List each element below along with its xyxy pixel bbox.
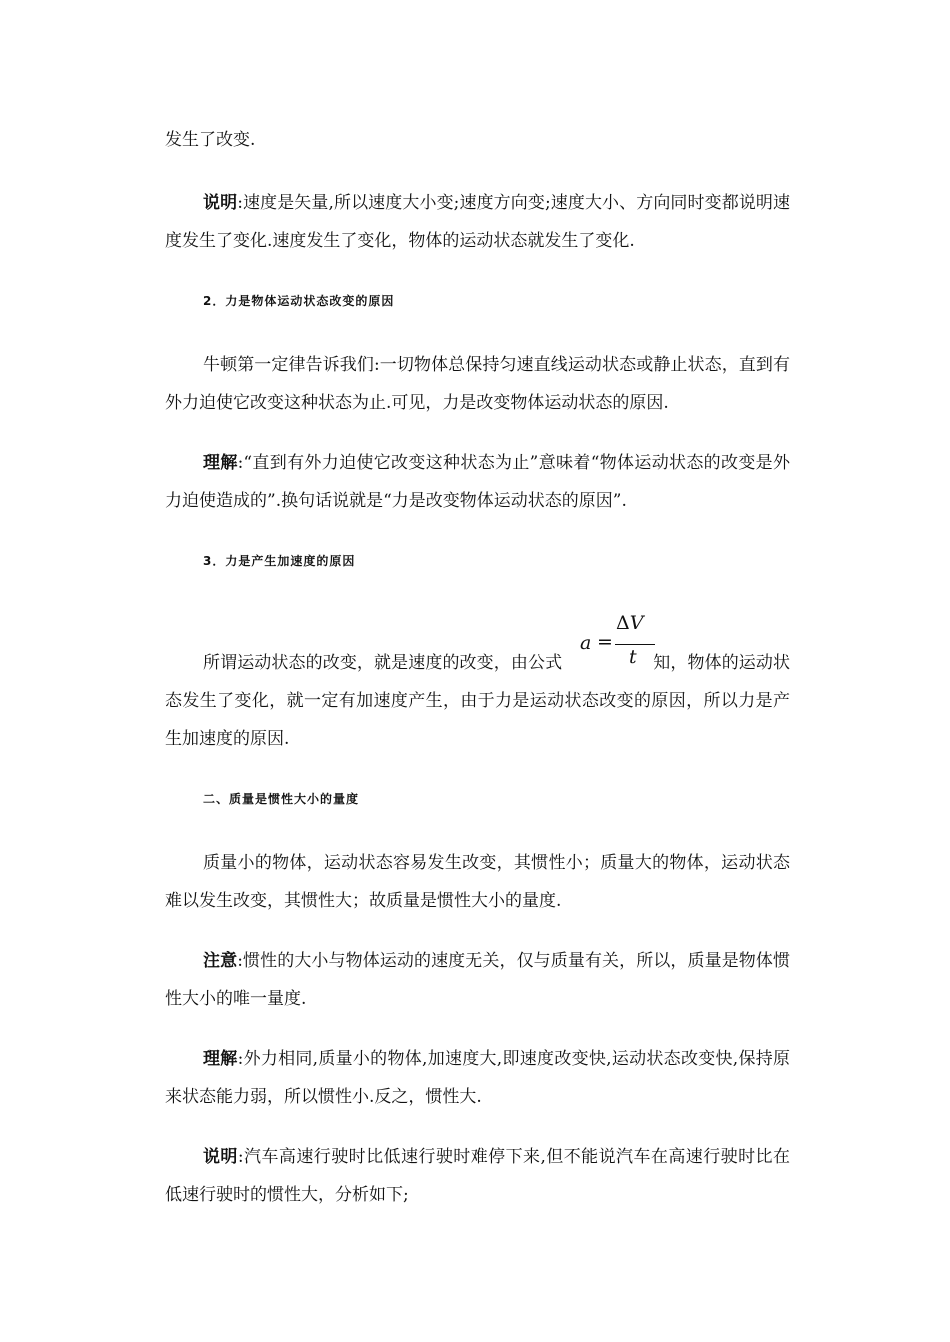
formula-delta: Δ [616,612,630,634]
paragraph-text: :速度是矢量,所以速度大小变;速度方向变;速度大小、方向同时变都说明速度发生了变化.速度发生了变化，物体的运动状态就发生了变化. [165,193,791,251]
paragraph-text: 知，物体的运动状态发生了变化，就一定有加速度产生，由于力是运动状态改变的原因，所以力是产生加速度的原因. [165,653,790,749]
formula-denominator: t [629,646,637,668]
paragraph-attention [165,942,790,1018]
paragraph-text: :“直到有外力迫使它改变这种状态为止”意味着“物体运动状态的改变是外力迫使造成的”.换句话说就是“力是改变物体运动状态的原因”. [165,453,791,511]
paragraph-text: 所谓运动状态的改变，就是速度的改变，由公式 [203,653,563,673]
label-understanding: 理解 [203,453,238,473]
paragraph-continuation [165,121,790,159]
paragraph-note-car [165,1138,790,1214]
paragraph-newton-first-law [165,346,790,422]
label-note: 说明 [203,193,238,213]
paragraph-text: :外力相同,质量小的物体,加速度大,即速度改变快,运动状态改变快,保持原来状态能力弱，所以惯性小.反之，惯性大. [165,1049,791,1107]
paragraph-text: :汽车高速行驶时比低速行驶时难停下来,但不能说汽车在高速行驶时比在低速行驶时的惯性大，分析如下; [165,1147,790,1205]
section-heading-2: 2．力是物体运动状态改变的原因 [203,294,395,308]
paragraph-text: 发生了改变. [165,130,256,150]
formula-equals: = [597,631,613,653]
paragraph-text: 牛顿第一定律告诉我们:一切物体总保持匀速直线运动状态或静止状态，直到有外力迫使它改变这种状态为止.可见，力是改变物体运动状态的原因. [165,355,790,413]
paragraph-text: :惯性的大小与物体运动的速度无关，仅与质量有关，所以，质量是物体惯性大小的唯一量度. [165,951,791,1009]
paragraph-understanding-2 [165,1040,790,1116]
section-heading-mass: 二、质量是惯性大小的量度 [203,792,360,806]
formula-velocity: V [629,612,644,634]
label-understanding: 理解 [203,1049,238,1069]
label-attention: 注意 [203,951,238,971]
formula-lhs: a [580,632,592,654]
formula-numerator [616,612,643,634]
paragraph-understanding-1 [165,444,790,520]
paragraph-text: 质量小的物体，运动状态容易发生改变，其惯性小；质量大的物体，运动状态难以发生改变，其惯性大；故质量是惯性大小的量度. [165,853,790,911]
paragraph-mass-inertia [165,844,790,920]
paragraph-note-velocity [165,184,790,260]
paragraph-acceleration [165,644,790,758]
label-note: 说明 [203,1147,238,1167]
section-heading-3: 3．力是产生加速度的原因 [203,554,356,568]
